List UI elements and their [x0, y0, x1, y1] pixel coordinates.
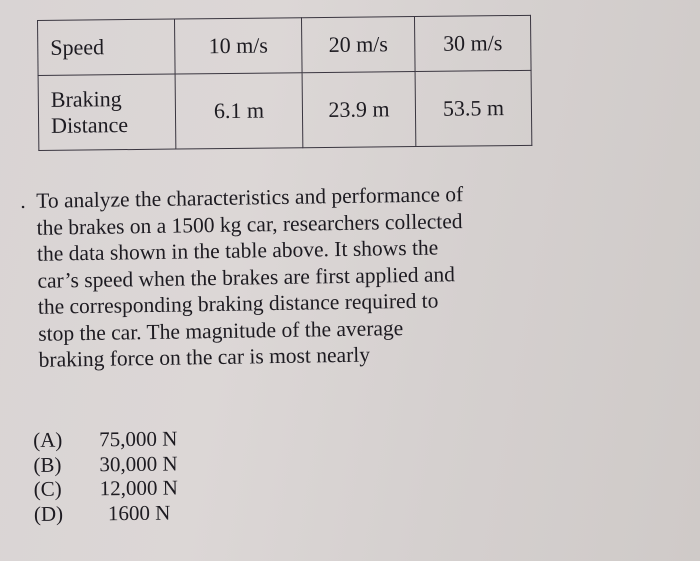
question-line: the corresponding braking distance required to: [37, 288, 439, 319]
option-c-letter: (C): [33, 476, 62, 501]
option-d-text: 1600 N: [107, 500, 171, 525]
speed-cell-1: 10 m/s: [174, 18, 302, 74]
speed-cell-2: 20 m/s: [301, 17, 415, 73]
question-number: .: [20, 188, 26, 214]
speed-header-cell: Speed: [38, 19, 176, 75]
option-c: [34, 475, 178, 501]
question-line: braking force on the car is most nearly: [38, 342, 371, 372]
question-block: [20, 181, 466, 373]
answer-options: [33, 426, 178, 526]
braking-distance-header-cell: [38, 74, 176, 150]
distance-cell-1: 6.1 m: [175, 73, 303, 149]
option-c-text: 12,000 N: [99, 475, 178, 501]
braking-data-table: [37, 15, 532, 151]
question-text: [36, 181, 466, 373]
question-line: To analyze the characteristics and performance of: [36, 182, 464, 213]
speed-cell-3: 30 m/s: [414, 15, 531, 71]
question-line: stop the car. The magnitude of the average: [38, 315, 404, 346]
distance-cell-3: 53.5 m: [415, 70, 532, 146]
option-b: [33, 451, 177, 477]
question-line: the data shown in the table above. It shows the: [36, 235, 439, 266]
option-b-text: 30,000 N: [99, 450, 178, 476]
distance-cell-2: 23.9 m: [302, 72, 416, 148]
question-line: the brakes on a 1500 kg car, researchers collected: [36, 208, 463, 240]
braking-label-line-2: Distance: [50, 112, 129, 138]
option-a: [33, 426, 177, 452]
option-a-letter: (A): [33, 427, 63, 452]
option-b-letter: (B): [33, 452, 62, 477]
option-d-letter: (D): [33, 501, 64, 526]
braking-distance-row: [38, 70, 532, 150]
question-line: car’s speed when the brakes are first applied and: [37, 261, 456, 293]
braking-label-line-1: Braking: [50, 86, 122, 112]
speed-row: [38, 15, 532, 75]
option-d: [34, 500, 178, 526]
option-a-text: 75,000 N: [98, 426, 178, 452]
